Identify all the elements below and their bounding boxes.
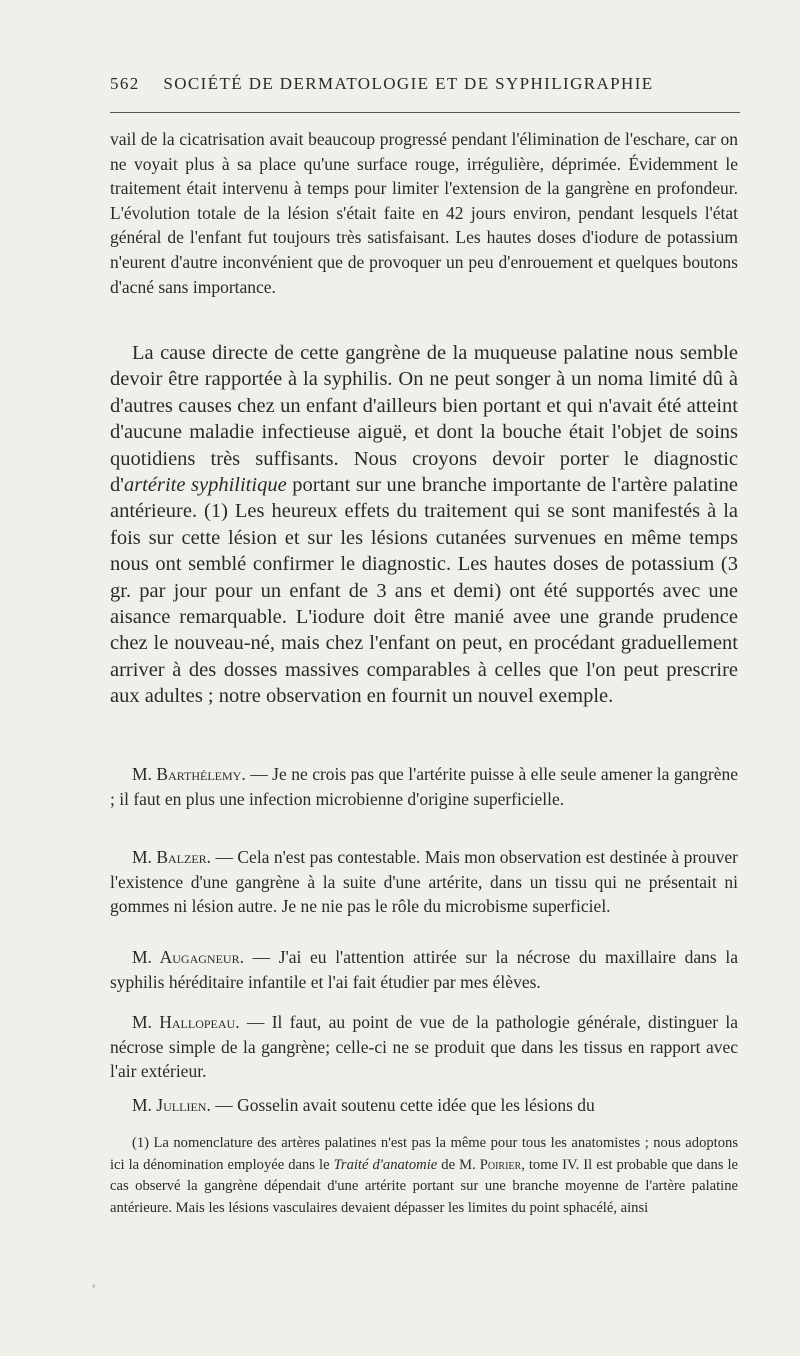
speaker-name: M. Augagneur.	[132, 947, 244, 967]
discussion-hallopeau	[110, 1010, 738, 1084]
discussion-jullien	[110, 1093, 738, 1118]
speaker-remark: — Cela n'est pas contestable. Mais mon observation est destinée à prouver l'existence d'une gangrène à la suite d'une artérite, dans un tissu qui ne présentait ni gommes ni lésion autre. Je ne nie pas le rôle du microbisme superficiel.	[110, 847, 738, 917]
paragraph-main-text-1: La cause directe de cette gangrène de la muqueuse palatine nous semble devoir être rapportée à la syphilis. On ne peut songer à un noma limité dû à d'autres causes chez un enfant d'ailleurs bien portant et qui n'avait été atteint d'aucune maladie infectieuse aiguë, et dont la bouche était l'objet de soins quotidiens très suffisants. Nous croyons devoir porter le diagnostic d'	[110, 342, 738, 497]
footnote-author: Poirier	[479, 1156, 522, 1173]
margin-mark: °	[92, 1283, 96, 1293]
footnote-text-2: de M.	[437, 1156, 480, 1173]
speaker-remark: — Il faut, au point de vue de la pathologie générale, distinguer la nécrose simple de la gangrène; celle-ci ne se produit que dans les tissus en rapport avec l'air extérieur.	[110, 1012, 738, 1082]
footnote-book-title: Traité d'anatomie	[333, 1156, 438, 1173]
footnote-text-1: (1) La nomenclature des artères palatines n'est pas la même pour tous les anatomistes ; nous adoptons ici la dénomination employée dans le	[110, 1135, 738, 1173]
footnote	[110, 1133, 738, 1219]
paragraph-main	[110, 340, 738, 710]
paragraph-main-text-2: portant sur une branche importante de l'artère palatine antérieure. (1) Les heureux effets du traitement qui se sont manifestés à la fois sur cette lésion et sur les lésions cutanées survenues en même temps nous ont semblé confirmer le diagnostic. Les hautes doses de potassium (3 gr. par jour pour un enfant de 3 ans et demi) ont été supportés avec une aisance remarquable. L'iodure doit être manié avee une grande prudence chez le nouveau-né, mais chez l'enfant on peut, en procédant graduellement arriver à des dosses massives comparables à celles que l'on peut prescrire aux adultes ; notre observation en fournit un nouvel exemple.	[110, 474, 738, 708]
italic-term: artérite syphilitique	[123, 474, 287, 497]
speaker-name: M. Jullien.	[132, 1095, 211, 1115]
discussion-barthelemy	[110, 762, 738, 811]
header-rule	[110, 112, 740, 113]
speaker-remark: — Je ne crois pas que l'artérite puisse à elle seule amener la gangrène ; il faut en plus une infection microbienne d'origine superficielle.	[110, 764, 739, 809]
speaker-remark: — J'ai eu l'attention attirée sur la nécrose du maxillaire dans la syphilis héréditaire infantile et l'ai fait étudier par mes élèves.	[110, 947, 738, 992]
discussion-augagneur	[110, 945, 738, 994]
footnote-text-3: , tome IV. Il est probable que dans le cas observé la gangrène dépendait d'une artérite portant sur une branche moyenne de l'artère palatine antérieure. Mais les lésions vasculaires devaient dépasser les limites du point sphacélé, ainsi	[110, 1156, 738, 1216]
paragraph-continued: vail de la cicatrisation avait beaucoup progressé pendant l'élimination de l'eschare, car on ne voyait plus à sa place qu'une surface rouge, irrégulière, déprimée. Évidemment le traitement était intervenu à temps pour limiter l'extension de la gangrène en profondeur. L'évolution totale de la lésion s'était faite en 42 jours environ, pendant lesquels l'état général de l'enfant fut toujours très satisfaisant. Les hautes doses d'iodure de potassium n'eurent d'autre inconvénient que de provoquer un peu d'enrouement et quelques boutons d'acné sans importance.	[110, 129, 738, 297]
speaker-remark: — Gosselin avait soutenu cette idée que les lésions du	[210, 1095, 595, 1115]
speaker-name: M. Hallopeau.	[132, 1012, 240, 1032]
speaker-name: M. Barthélemy.	[132, 764, 246, 784]
discussion-balzer	[110, 845, 738, 919]
running-title: SOCIÉTÉ DE DERMATOLOGIE ET DE SYPHILIGRAPHIE	[163, 74, 654, 93]
page-number: 562	[110, 74, 140, 93]
page-header	[110, 74, 740, 94]
speaker-name: M. Balzer.	[132, 847, 212, 867]
